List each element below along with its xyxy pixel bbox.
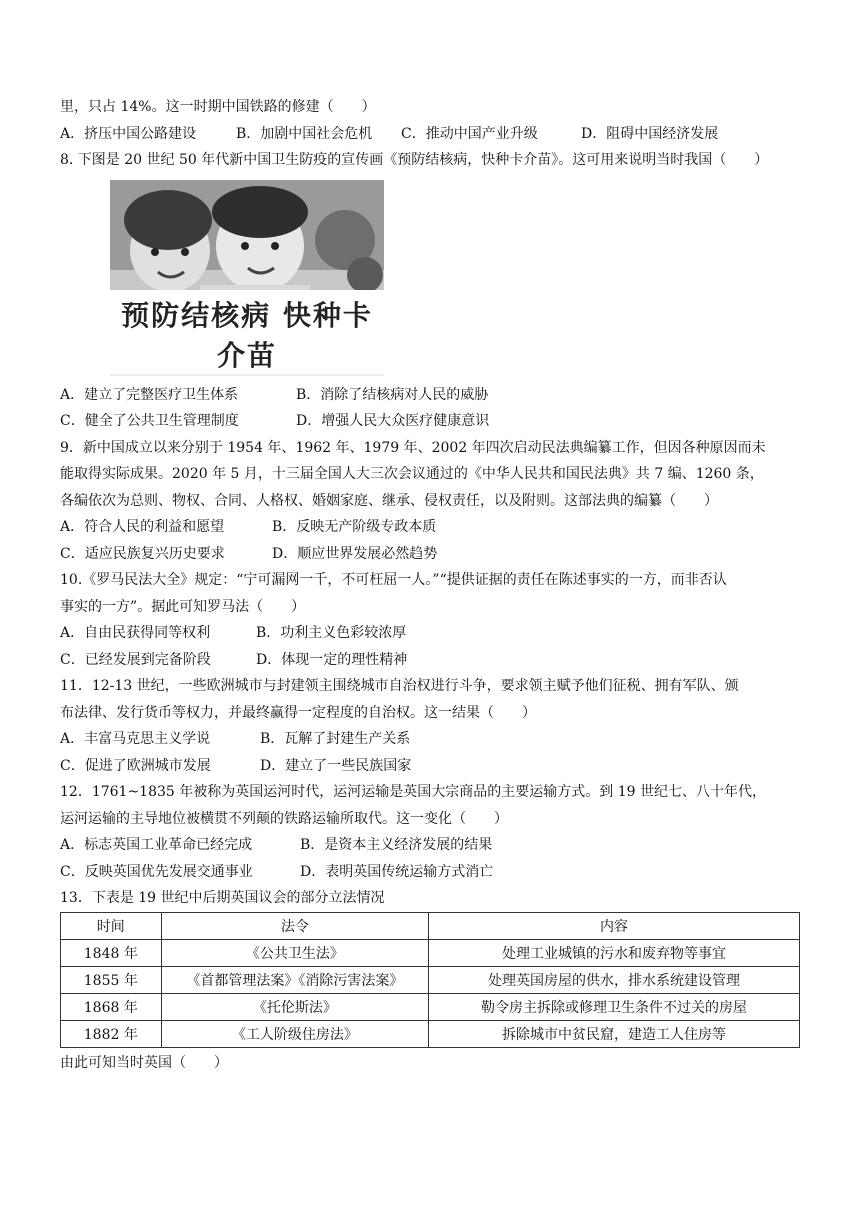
q11-option-c[interactable]: C．促进了欧洲城市发展	[60, 757, 211, 774]
q8-options-row1	[60, 382, 800, 409]
q10-option-c[interactable]: C．已经发展到完备阶段	[60, 651, 211, 668]
exam-page	[60, 94, 800, 1076]
q12-option-b[interactable]: B．是资本主义经济发展的结果	[300, 837, 493, 853]
q10-stem-line: 事实的一方”。据此可知罗马法（ ）	[60, 598, 306, 615]
q9-option-b[interactable]: B．反映无产阶级专政本质	[272, 519, 437, 535]
q12-stem-line: 12．1761~1835 年被称为英国运河时代，运河运输是英国大宗商品的主要运输方式。到 19 世纪七、八十年代，	[60, 784, 766, 800]
q10-option-d[interactable]: D．体现一定的理性精神	[256, 651, 408, 668]
q11-stem-line: 11．12-13 世纪，一些欧洲城市与封建领主围绕城市自治权进行斗争，要求领主赋予他们征税、拥有军队、颁	[60, 678, 739, 694]
table-cell: 1848 年	[61, 939, 162, 966]
q7-option-a[interactable]: A．挤压中国公路建设	[60, 125, 197, 142]
q11-option-d[interactable]: D．建立了一些民族国家	[260, 757, 412, 774]
q7-options	[60, 121, 800, 148]
q12-stem-line: 运河运输的主导地位被横贯不列颠的铁路运输所取代。这一变化（ ）	[60, 810, 508, 827]
table-cell: 拆除城市中贫民窟，建造工人住房等	[429, 1020, 800, 1047]
q8-option-a[interactable]: A．建立了完整医疗卫生体系	[60, 386, 239, 403]
table-cell: 《首都管理法案》《消除污害法案》	[161, 966, 429, 993]
table-row	[61, 939, 800, 966]
q11-option-b[interactable]: B．瓦解了封建生产关系	[260, 731, 411, 747]
q9-stem-line: 能取得实际成果。2020 年 5 月，十三届全国人大三次会议通过的《中华人民共和国民法典》共 7 编、1260 条，	[60, 466, 764, 482]
q9-option-c[interactable]: C．适应民族复兴历史要求	[60, 545, 225, 562]
q10-options-row1	[60, 620, 800, 647]
q7-stem: 里，只占 14%。这一时期中国铁路的修建（ ）	[60, 99, 376, 115]
table-row	[61, 993, 800, 1020]
table-cell: 1855 年	[61, 966, 162, 993]
q12-options-row1	[60, 832, 800, 859]
table-cell: 处理英国房屋的供水，排水系统建设管理	[429, 966, 800, 993]
table-row	[61, 966, 800, 993]
q9-stem-line: 各编依次为总则、物权、合同、人格权、婚姻家庭、继承、侵权责任，以及附则。这部法典的编纂（ ）	[60, 492, 718, 509]
legislation-table	[60, 912, 800, 1048]
table-header-cell: 时间	[61, 912, 162, 939]
table-cell: 《工人阶级住房法》	[161, 1020, 429, 1047]
q10-options-row2	[60, 647, 800, 674]
table-cell: 1868 年	[61, 993, 162, 1020]
q8-stem: 8. 下图是 20 世纪 50 年代新中国卫生防疫的宣传画《预防结核病，快种卡介苗》。这可用来说明当时我国（ ）	[60, 152, 769, 168]
table-cell: 1882 年	[61, 1020, 162, 1047]
q12-options-row2	[60, 859, 800, 886]
q12-option-a[interactable]: A．标志英国工业革命已经完成	[60, 837, 253, 853]
q7-option-b[interactable]: B．加剧中国社会危机	[236, 125, 373, 142]
q9-option-d[interactable]: D．顺应世界发展必然趋势	[272, 545, 438, 562]
q12-option-d[interactable]: D．表明英国传统运输方式消亡	[300, 863, 494, 880]
table-cell: 处理工业城镇的污水和废弃物等事宜	[429, 939, 800, 966]
table-cell: 勒令房主拆除或修理卫生条件不过关的房屋	[429, 993, 800, 1020]
q11-stem-line: 布法律、发行货币等权力，并最终赢得一定程度的自治权。这一结果（ ）	[60, 704, 536, 721]
q7-option-c[interactable]: C．推动中国产业升级	[401, 125, 538, 142]
q10-option-a[interactable]: A．自由民获得同等权利	[60, 625, 211, 641]
q13-stem: 13．下表是 19 世纪中后期英国议会的部分立法情况	[60, 890, 385, 906]
q10-option-b[interactable]: B．功利主义色彩较浓厚	[256, 625, 407, 641]
q9-stem-line: 9．新中国成立以来分别于 1954 年、1962 年、1979 年、2002 年四次启动民法典编纂工作，但因各种原因而未	[60, 439, 766, 456]
table-header-row	[61, 912, 800, 939]
q7-option-d[interactable]: D．阻碍中国经济发展	[581, 125, 719, 142]
q8-options-row2	[60, 408, 800, 435]
q12-option-c[interactable]: C．反映英国优先发展交通事业	[60, 863, 253, 880]
q11-option-a[interactable]: A．丰富马克思主义学说	[60, 731, 211, 747]
table-cell: 《公共卫生法》	[161, 939, 429, 966]
table-cell: 《托伦斯法》	[161, 993, 429, 1020]
q8-option-c[interactable]: C．健全了公共卫生管理制度	[60, 413, 239, 429]
q8-option-d[interactable]: D．增强人民大众医疗健康意识	[296, 413, 490, 429]
q10-stem-line: 10.《罗马民法大全》规定：“宁可漏网一千，不可枉屈一人。”“提供证据的责任在陈述事实的一方，而非否认	[60, 572, 727, 588]
poster-caption: 预防结核病 快种卡介苗	[110, 290, 384, 374]
q11-options-row1	[60, 726, 800, 753]
q8-option-b[interactable]: B．消除了结核病对人民的威胁	[296, 386, 489, 403]
q11-options-row2	[60, 753, 800, 780]
table-header-cell: 法令	[161, 912, 429, 939]
q9-option-a[interactable]: A．符合人民的利益和愿望	[60, 519, 225, 535]
table-header-cell: 内容	[429, 912, 800, 939]
q13-followup: 由此可知当时英国（ ）	[60, 1054, 228, 1071]
q9-options-row2	[60, 541, 800, 568]
table-row	[61, 1020, 800, 1047]
tuberculosis-poster-image	[110, 180, 384, 376]
q9-options-row1	[60, 514, 800, 541]
